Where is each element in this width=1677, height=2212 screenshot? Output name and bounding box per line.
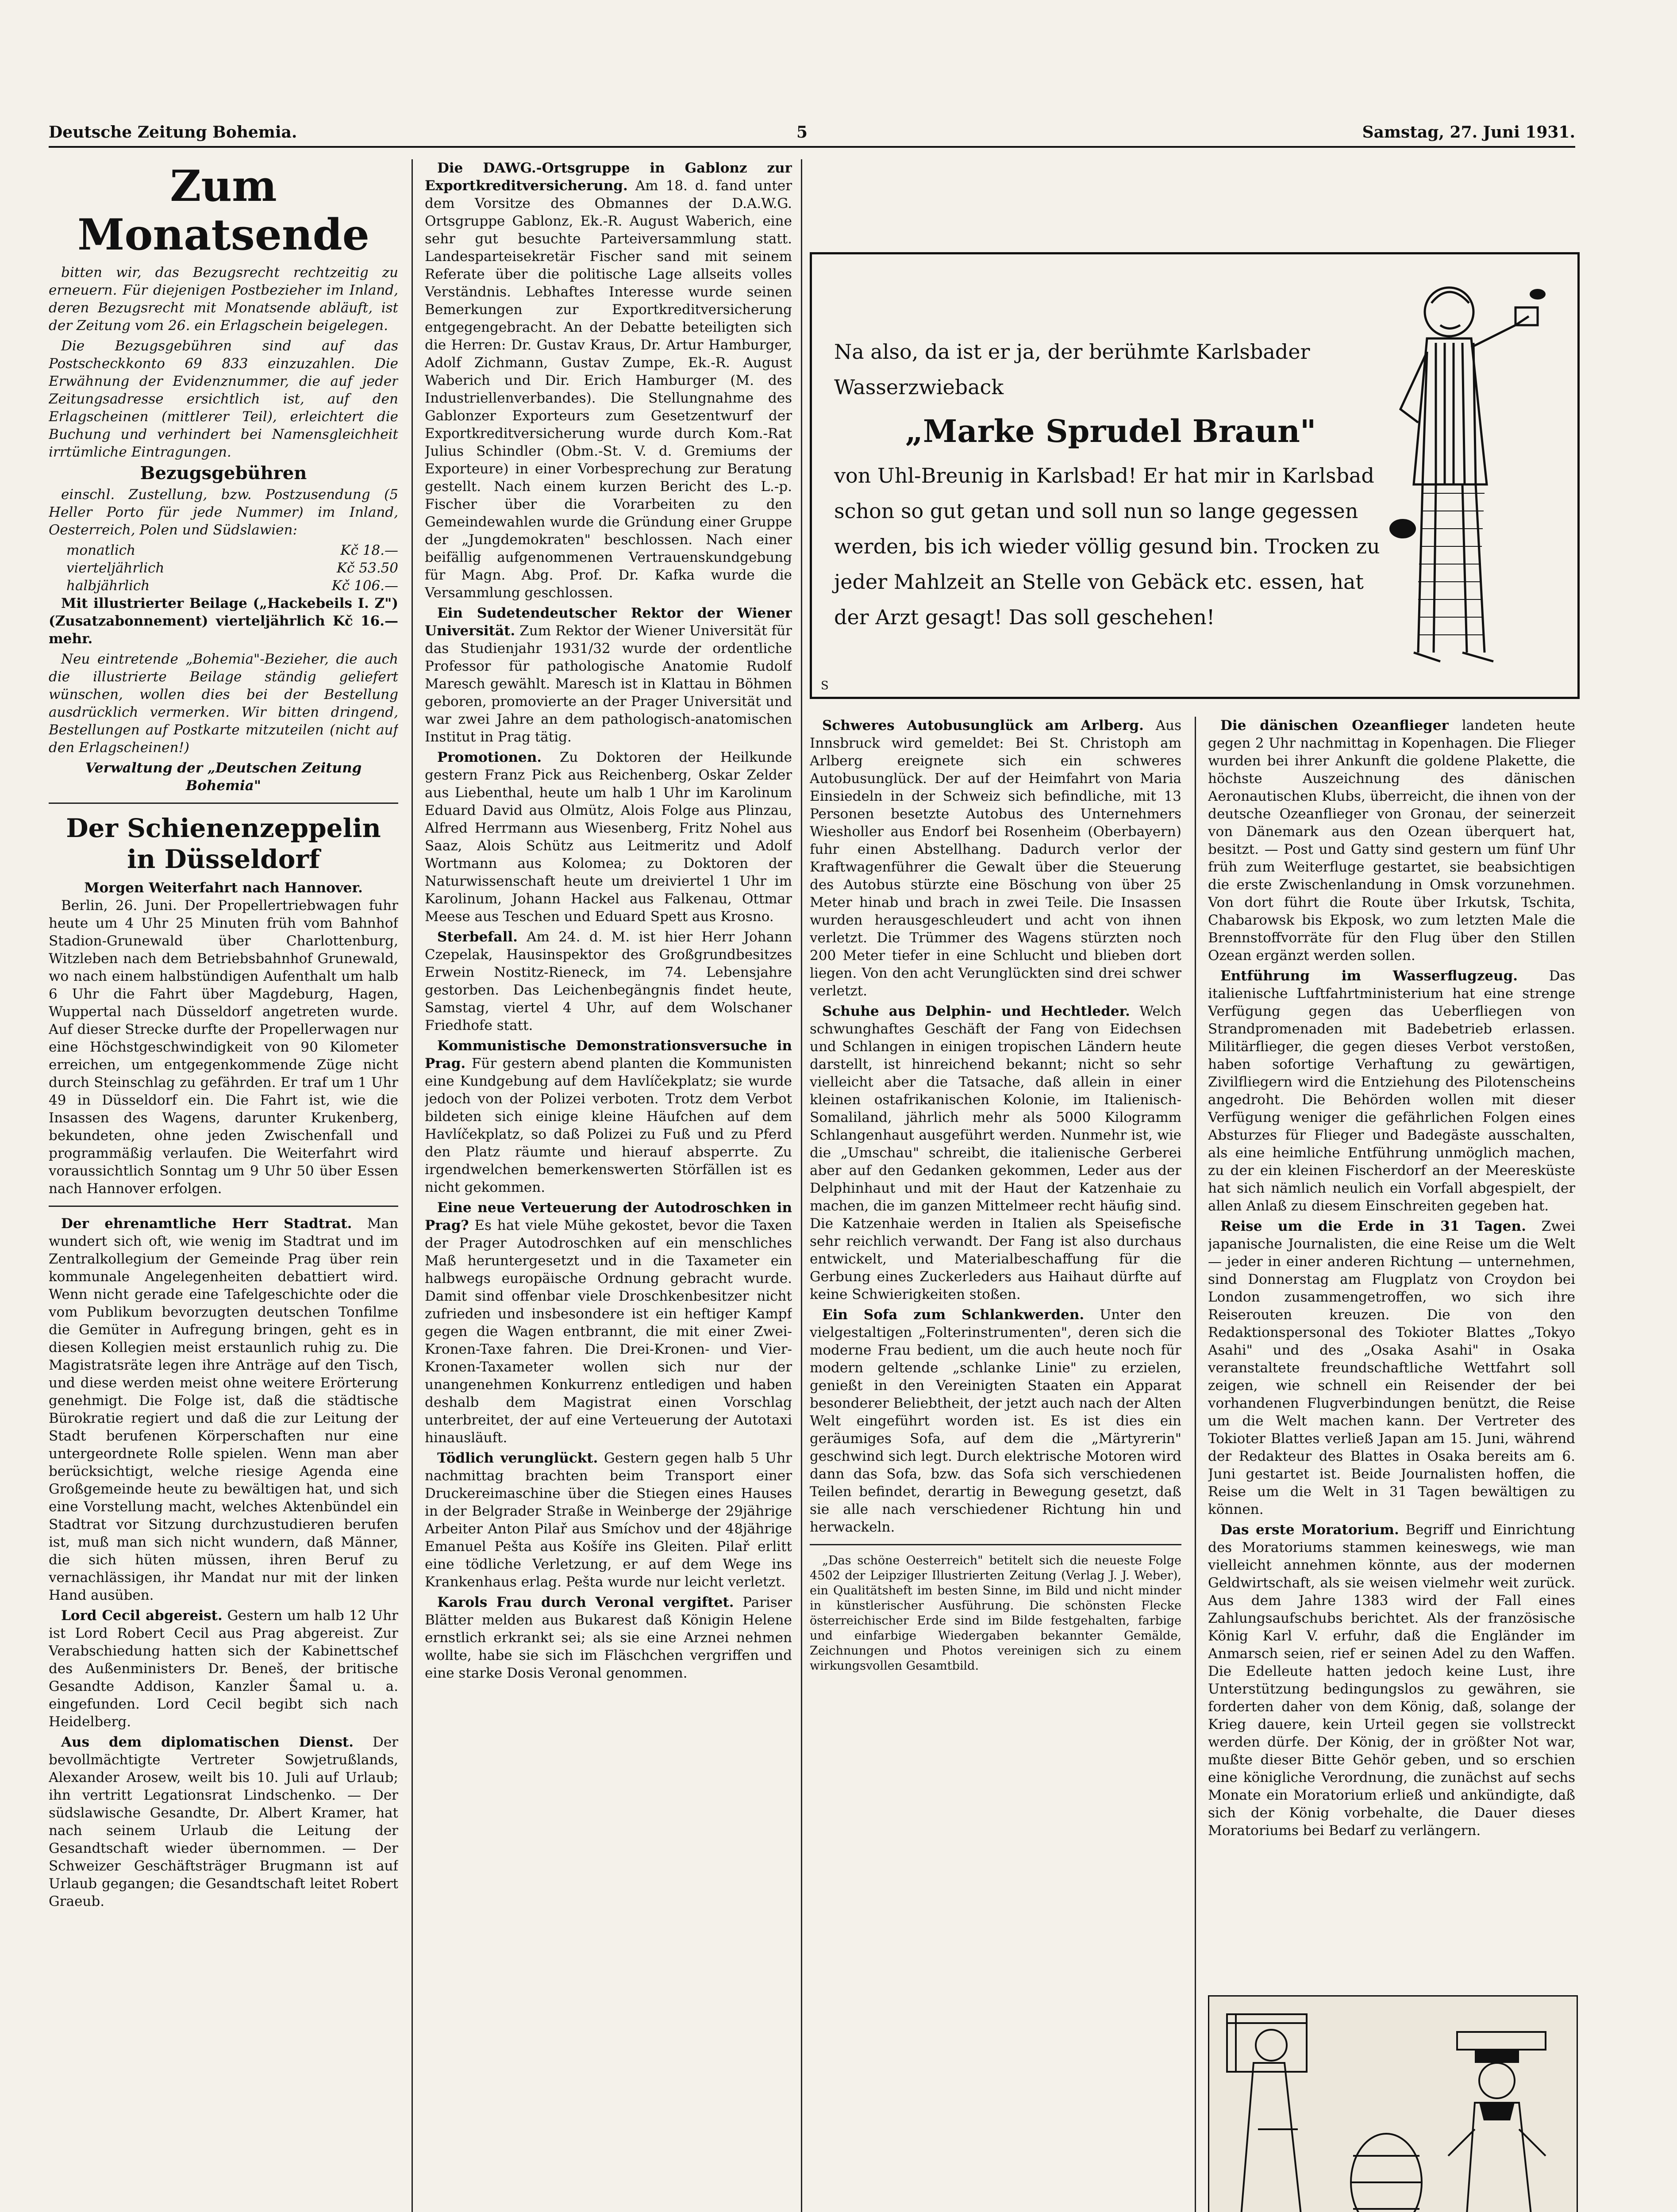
column-1 (49, 159, 398, 2212)
accident-title: Tödlich verunglückt. (437, 1450, 598, 1466)
ad-title: „Marke Sprudel Braun" (905, 413, 1316, 449)
fee-label: monatlich (66, 542, 136, 558)
sofa-text: Unter den vielgestaltigen „Folterinstrumenten", deren sich die moderne Frau bedient, um die auch heute noch für modern geltende „schlanke Linie" zu erzielen, genießt in den Vereinigten Staaten ein Apparat besonderer Beliebtheit, der jetzt auch nach der Alten Welt eingeführt worden ist. Es ist dies ein geräumiges Sofa, auf dem die „Märtyrerin" geschwind sich legt. Durch elektrische Motoren wird dann das Sofa, bzw. das Sofa sich verschiedenen Teilen befindet, derartig in Bewegung gesetzt, daß sie alle nach verschiedener Richtung hin und herwackeln. (810, 1307, 1181, 1535)
stadtrat-title: Der ehrenamtliche Herr Stadtrat. (61, 1216, 352, 1232)
ocean-text: landeten heute gegen 2 Uhr nachmittag in Kopenhagen. Die Flieger wurden bei ihrer Ankunft die goldene Plakette, die höchste Auszeichnung des dänischen Aeronautischen Klubs, überreicht, die ihnen von der deutsche Ozeanflieger von Gronau, der seinerzeit von Dänemark aus den Ozean überquert hat, besitzt. — Post und Gatty sind gestern um fünf Uhr früh zum Weiterfluge gestartet, sie beabsichtigen die erste Zwischenlandung in Omsk vorzunehmen. Von dort führt die Route über Irkutsk, Tschita, Chabarowsk bis Ekposk, wo zum letzten Male die Brennstoffvorräte für den Flug über den Stillen Ozean ergänzt werden sollen. (1208, 718, 1575, 964)
shoes-title: Schuhe aus Delphin- und Hechtleder. (822, 1003, 1130, 1019)
cartoon-illustration (1208, 1995, 1578, 2212)
world-trip-text: Zwei japanische Journalisten, die eine Reise um die Welt — jeder in einer anderen Richtung — unternehmen, sind Donnerstag am Flugplatz von Croydon bei London zusammengetroffen, wo sich ihre Reiserouten kreuzen. Die von den Redaktionspersonal des Tokioter Blattes „Tokyo Asahi" und des „Osaka Asahi" in Osaka veranstaltete freundschaftliche Wettfahrt soll zeigen, wie schnell ein Reisender der bei vorhandenen Flugverbindungen benützt, die Reise um die Welt machen kann. Der Vertreter des Tokioter Blattes verließ Japan am 15. Juni, während der Redakteur des Blattes in Osaka bereits am 6. Juni gestartet ist. Beide Journalisten hoffen, die Reise um die Welt in 31 Tagen bewältigen zu können. (1208, 1218, 1575, 1517)
page-number: 5 (796, 123, 808, 142)
issue-date: Samstag, 27. Juni 1931. (1362, 123, 1575, 142)
promotion-text: Zu Doktoren der Heilkunde gestern Franz Pick aus Reichenberg, Oskar Zelder aus Liebenthal, heute um halb 1 Uhr im Karolinum Eduard David aus Olmütz, Alois Folge aus Plinzau, Alfred Herrmann aus Wiesenberg, Fritz Nohel aus Saaz, Alois Schütz aus Leitmeritz und Adolf Wortmann aus Kolomea; zu Doktoren der Naturwissenschaft heute um dreiviertel 1 Uhr im Karolinum, Johann Hackel aus Falkenau, Ottmar Meese aus Teschen und Eduard Spett aus Krosno. (425, 749, 792, 925)
communist-text: Für gestern abend planten die Kommunisten eine Kundgebung auf dem Havlíčekplatz; sie wurde jedoch von der Polizei verboten. Trotz dem Verbot bildeten sich einige kleine Häufchen auf dem Havlíčekplatz, so daß Polizei zu Fuß und zu Pferd den Platz räumte und hierauf absperrte. Zu irgendwelchen bemerkenswerten Störfällen ist es nicht gekommen. (425, 1056, 792, 1195)
accident-text: Gestern gegen halb 5 Uhr nachmittag brachten beim Transport einer Druckereimaschine über die Stiegen eines Hauses in der Belgrader Straße in Weinberge der 29jährige Arbeiter Anton Pilař aus Smíchov und der 48jährige Emanuel Pešta aus Košíře ins Gleiten. Pilař erlitt eine tödliche Verletzung, er auf dem Wege ins Krankenhaus erlag. Pešta wurde nur leicht verletzt. (425, 1450, 792, 1590)
cecil-text: Gestern um halb 12 Uhr ist Lord Robert Cecil aus Prag abgereist. Zur Verabschiedung hatten sich der Kabinettschef des Außenministers Dr. Beneš, der britische Gesandte Addison, Kanzler Šamal u. a. eingefunden. Lord Cecil begibt sich nach Heidelberg. (49, 1608, 398, 1730)
rektor-title: Ein Sudetendeutscher Rektor der Wiener Universität. (425, 605, 792, 639)
communist-title: Kommunistische Demonstrationsversuche in Prag. (425, 1038, 792, 1071)
notice-text: bitten wir, das Bezugsrecht rechtzeitig zu erneuern. Für diejenigen Postbezieher im Inland, deren Bezugsrecht mit Monatsende abläuft, ist der Zeitung vom 26. ein Erlagschein beigelegen. (49, 265, 398, 334)
bus-text: Aus Innsbruck wird gemeldet: Bei St. Christoph am Arlberg ereignete sich ein schweres Autobusunglück. Der auf der Heimfahrt von Maria Einsiedeln in der Schweiz sich befindliche, mit 13 Personen besetzte Autobus des Unternehmers Wiesholler aus Endorf bei Rosenheim (Oberbayern) fuhr einen Abstellhang. Dadurch verlor der Kraftwagenführer die Gewalt über die Steuerung des Autobus stürzte eine Böschung von über 25 Meter hinab und brach in zwei Teile. Die Insassen wurden herausgeschleudert und acht von ihnen verletzt. Die Trümmer des Wagens stürzten noch 200 Meter tiefer in eine Schlucht und blieben dort liegen. Von den acht Verunglückten sind drei schwer verletzt. (810, 718, 1181, 999)
taxi-title: Eine neue Verteuerung der Autodroschken in Prag? (425, 1200, 792, 1233)
bus-title: Schweres Autobusunglück am Arlberg. (822, 718, 1144, 733)
queen-text: Pariser Blätter melden aus Bukarest daß Königin Helene ernstlich erkrankt sei; als sie eine Arznei nehmen wollte, habe sie sich im Fläschchen vergriffen und eine starke Dosis Veronal genommen. (425, 1594, 792, 1681)
death-text: Am 24. d. M. ist hier Herr Johann Czepelak, Hausinspektor des Großgrundbesitzes Erwein Nostitz-Rieneck, im 74. Lebensjahre gestorben. Das Leichenbegängnis findet heute, Samstag, viertel 4 Uhr, auf dem Wolschaner Friedhofe statt. (425, 929, 792, 1033)
diplomatic-title: Aus dem diplomatischen Dienst. (61, 1734, 354, 1750)
ocean-title: Die dänischen Ozeanflieger (1220, 718, 1449, 733)
divider (49, 803, 398, 804)
fees-title: Bezugsgebühren (140, 463, 307, 484)
fee-halfyear (49, 577, 398, 595)
world-trip-title: Reise um die Erde in 31 Tagen. (1220, 1218, 1526, 1234)
taxi-text: Es hat viele Mühe gekostet, bevor die Taxen der Prager Autodroschken auf ein menschliches Maß heruntergesetzt und in die Taxameter ein halbwegs europäische Ordnung gebracht wurde. Damit sind offenbar viele Droschkenbesitzer nicht zufrieden und insbesondere ist ein heftiger Kampf gegen die Wagen entbrannt, die mit einer Zwei-Kronen-Taxe fahren. Die Drei-Kronen- und Vier-Kronen-Taxameter wollen sich nur der unangenehmen Konkurrenz entledigen und haben deshalb dem Magistrat einen Vorschlag unterbreitet, der auf eine Verteuerung der Autotaxi hinausläuft. (425, 1217, 792, 1446)
fee-value: Kč 53.50 (336, 560, 398, 576)
subscription-notice (49, 162, 398, 795)
moratorium-text: Begriff und Einrichtung des Moratoriums stammen keineswegs, wie man vielleicht annehmen könnte, aus der modernen Geldwirtschaft, als sie weisen vielmehr weit zurück. Aus dem Jahre 1383 wird der Fall eines Zahlungsaufschubs berichtet. Als der französische König Karl V. erfuhr, daß die Engländer im Anmarsch seien, rief er seinen Adel zu den Waffen. Die Edelleute hatten jedoch keine Lust, ihre Unterstützung bedingungslos zu gewähren, sie forderten daher von dem König, daß, solange der Krieg dauere, kein Urteil gegen sie vollstreckt werden dürfe. Der König, der in größter Not war, mußte dieser Bitte Gehör geben, und so erschien eine königliche Verordnung, die zunächst auf sechs Monate ein Moratorium erließ und ankündigte, daß sich der König vorbehalte, die Dauer dieses Moratoriums bei Bedarf zu verlängern. (1208, 1522, 1575, 1839)
zeppelin-text: Berlin, 26. Juni. Der Propellertriebwagen fuhr heute um 4 Uhr 25 Minuten früh vom Bahnhof Stadion-Grunewald über Charlottenburg, Witzleben nach dem Betriebsbahnhof Grunewald, wo nach einem halbstündigen Aufenthalt um halb 6 Uhr die Fahrt über Magdeburg, Hagen, Wuppertal nach Düsseldorf angetreten wurde. Auf dieser Strecke durfte der Propellerwagen nur eine Höchstgeschwindigkeit von 90 Kilometer erreichen, um entgegenkommende Züge nicht durch Steinschlag zu gefährden. Er traf um 1 Uhr 49 in Düsseldorf ein. Die Fahrt ist, wie die Insassen des Wagens, darunter Krukenberg, bekundeten, ohne jeden Zwischenfall und programmäßig verlaufen. Die Weiterfahrt wird voraussichtlich Sonntag um 9 Uhr 50 über Essen nach Hannover erfolgen. (49, 898, 398, 1197)
diplomatic-text: Der bevollmächtigte Vertreter Sowjetrußlands, Alexander Arosew, weilt bis 10. Juli auf Urlaub; ihn vertritt Legationsrat Lindschenko. — Der südslawische Gesandte, Dr. Albert Kramer, hat nach seinem Urlaub die Leitung der Gesandtschaft wieder übernommen. — Der Schweizer Geschäftsträger Brugmann ist auf Urlaub gegangen; die Gesandtschaft leitet Robert Graeub. (49, 1734, 398, 1909)
cecil-title: Lord Cecil abgereist. (61, 1608, 223, 1624)
divider (810, 1544, 1181, 1545)
column-3 (810, 717, 1181, 2212)
column-2 (425, 159, 792, 2212)
shoes-text: Welch schwunghaftes Geschäft der Fang von Eidechsen und Schlangen in einigen tropischen Ländern heute darstellt, ist hinreichend bekannt; nicht so sehr vielleicht aber die Tatsache, daß allein in einer kleinen ostafrikanischen Kolonie, im Italienisch-Somaliland, jährlich mehr als 5000 Kilogramm Schlangenhaut ausgeführt werden. Nunmehr ist, wie die „Umschau" schreibt, die italienische Gerberei aber auf den Gedanken gekommen, Leder aus der Delphinhaut und mit der Haut der Katzenhaie zu machen, die im ganzen Mittelmeer recht häufig sind. Die Katzenhaie werden in Italien als Speisefische sehr reichlich verwandt. Der Fang ist also durchaus entwickelt, und Materialbeschaffung für die Gerbung eines Zuckerleders aus Haihaut dürfte auf keine Schwierigkeiten stoßen. (810, 1003, 1181, 1302)
ad-line-2: von Uhl-Breunig in Karlsbad! Er hat mir in Karlsbad schon so gut getan und soll nun so lange gegessen werden, bis ich wieder völlig gesund bin. Trocken zu jeder Mahlzeit an Stelle von Gebäck etc. essen, hat der Arzt gesagt! Das soll geschehen! (834, 464, 1380, 629)
man-illustration (1383, 263, 1551, 684)
ad-text (834, 334, 1387, 635)
dawg-title: Die DAWG.-Ortsgruppe in Gablonz zur Exportkreditversicherung. (425, 160, 792, 194)
queen-title: Karols Frau durch Veronal vergiftet. (437, 1594, 734, 1610)
seaplane-text: Das italienische Luftfahrtministerium hat eine strenge Verfügung gegen das Ueberfliegen von Strandpromenaden mit Badebetrieb erlassen. Militärflieger, die gegen dieses Verbot verstoßen, haben sofortige Verhaftung zu gewärtigen, Zivilfliegern wird die Entziehung des Pilotenscheins angedroht. Die Behörden wollen mit dieser Verfügung weniger die gefährlichen Folgen eines Absturzes für Flieger und Badegäste ausschalten, als eine heimliche Entführung unmöglich machen, zu der ein kleinen Fischerdorf an der Meeresküste hat sich nämlich neulich ein Vorfall abgespielt, der allen Anlaß zu diesem Einschreiten gegeben hat. (1208, 968, 1575, 1214)
zeppelin-headline: Der Schienenzeppelin in Düsseldorf (66, 813, 381, 874)
newspaper-page (49, 119, 1575, 2212)
notice-signature: Verwaltung der „Deutschen Zeitung Bohemia" (85, 760, 362, 794)
promotion-title: Promotionen. (437, 749, 542, 765)
column-rule (801, 159, 802, 2212)
notice-text-2: Die Bezugsgebühren sind auf das Postscheckkonto 69 833 einzuzahlen. Die Erwähnung der Evidenznummer, die auf jeder Zeitungsadresse ersichtlich ist, auf den Erlagscheinen (mittlerer Teil), erleichtert die Buchung und verhindert bei Namensgleichheit irrtümliche Eintragungen. (49, 338, 398, 460)
sofa-title: Ein Sofa zum Schlankwerden. (822, 1307, 1085, 1323)
ad-line-1: Na also, da ist er ja, der berühmte Karlsbader Wasserzwieback (834, 340, 1310, 399)
divider (49, 1206, 398, 1207)
seaplane-title: Entführung im Wasserflugzeug. (1220, 968, 1518, 984)
fees-intro: einschl. Zustellung, bzw. Postzusendung (5 Heller Porto für jede Nummer) im Inland, Oesterreich, Polen und Südslawien: (49, 487, 398, 538)
death-title: Sterbefall. (437, 929, 518, 945)
column-rule (1195, 717, 1196, 2212)
notice-title: Zum Monatsende (77, 161, 369, 260)
stadtrat-text: Man wundert sich oft, wie wenig im Stadtrat und im Zentralkollegium der Gemeinde Prag über rein kommunale Angelegenheiten debattiert wird. Wenn nicht gerade eine Tafelgeschichte oder die vom Publikum bevorzugten deutschen Tonfilme die Gemüter in Aufregung bringen, geht es in diesen Kollegien meist erstaunlich ruhig zu. Die Magistratsräte legen ihre Anträge auf den Tisch, und diese werden meist ohne weitere Erörterung genehmigt. Die Folge ist, daß die städtische Bürokratie regiert und daß die zur Leitung der Stadt berufenen Körperschaften nur eine untergeordnete Rolle spielen. Wenn man aber berücksichtigt, welche riesige Agenda eine Großgemeinde heute zu bewältigen hat, und sich eine Vorstellung macht, welches Aktenbündel ein Stadtrat vor Sitzung durchzustudieren berufen ist, muß man sich nicht wundern, daß Männer, die sich hüten müssen, ihren Beruf zu vernachlässigen, ihr Mandat nur mit der linken Hand ausüben. (49, 1216, 398, 1603)
column-rule (412, 159, 413, 2212)
moratorium-title: Das erste Moratorium. (1220, 1522, 1399, 1538)
fee-value: Kč 106.— (331, 578, 398, 594)
fee-label: halbjährlich (66, 578, 150, 594)
dawg-text: Am 18. d. fand unter dem Vorsitze des Obmannes der D.A.W.G. Ortsgruppe Gablonz, Ek.-R. August Waberich, eine sehr gut besuchte Parteiversammlung statt. Landesparteisekretär Fischer sand mit seinem Referate über die politische Lage allseits volles Verständnis. Lebhaftes Interesse wurde seinen Bemerkungen zur Exportkreditversicherung entgegengebracht. An der Debatte beteiligten sich die Herren: Dr. Gustav Kraus, Dr. Artur Hamburger, Adolf Zichmann, Gustav Zumpe, Ek.-R. August Waberich und Dir. Erich Hamburger (M. des Industriellenverbandes). Die Stellungnahme des Gablonzer Exporteurs zum Gesetzentwurf der Exportkreditversicherung wurde durch Kom.-Rat Julius Schindler (Obm.-St. V. d. Gremiums der Exporteure) in einer Vorbesprechung zur Beratung gestellt. Nach einem kurzen Bericht des L.-p. Fischer über die Vorarbeiten zu den Gemeindewahlen wurde die Gründung einer Gruppe der „Jungdemokraten" beschlossen. Nach einer beifällig aufgenommenen Vertrauenskundgebung für Magn. Abg. Prof. Dr. Kafka wurde die Versammlung geschlossen. (425, 178, 792, 601)
fee-quarterly (49, 559, 398, 577)
newspaper-name: Deutsche Zeitung Bohemia. (49, 123, 297, 142)
fee-value: Kč 18.— (340, 542, 398, 558)
supplement-text: Mit illustrierter Beilage („Hackebeils I. Z") (Zusatzabonnement) vierteljährlich Kč 16.— mehr. (49, 595, 398, 647)
column-4 (1208, 717, 1575, 1982)
zeppelin-subheadline: Morgen Weiterfahrt nach Hannover. (84, 880, 363, 896)
new-subscribers-text: Neu eintretende „Bohemia"-Bezieher, die auch die illustrierte Beilage ständig geliefert wünschen, wollen dies bei der Bestellung ausdrücklich vermerken. Wir bitten dringend, Bestellungen auf Postkarte mitzuteilen (nicht auf den Erlagscheinen!) (49, 651, 398, 756)
page-header (49, 119, 1575, 148)
ad-mark: S (821, 679, 829, 692)
fee-monthly (49, 541, 398, 559)
rektor-text: Zum Rektor der Wiener Universität für das Studienjahr 1931/32 wurde der ordentliche Professor für pathologische Anatomie Rudolf Maresch gewählt. Maresch ist in Klattau in Böhmen geboren, promovierte an der Prager Universität und war zwei Jahre an dem pathologisch-anatomischen Institut in Prag tätig. (425, 623, 792, 745)
fee-label: vierteljährlich (66, 560, 165, 576)
zwieback-advertisement (810, 252, 1580, 699)
oesterreich-text: „Das schöne Oesterreich" betitelt sich die neueste Folge 4502 der Leipziger Illustrierten Zeitung (Verlag J. J. Weber), ein Qualitätsheft im besten Sinne, im Bild und nicht minder in künstlerischer Ausführung. Die schönsten Flecke österreichischer Erde sind im Bilde festgehalten, farbige und einfarbige Wiedergaben bekannter Gemälde, Zeichnungen und Photos vereinigen sich zu einem wirkungsvollen Gesamtbild. (810, 1554, 1181, 1673)
